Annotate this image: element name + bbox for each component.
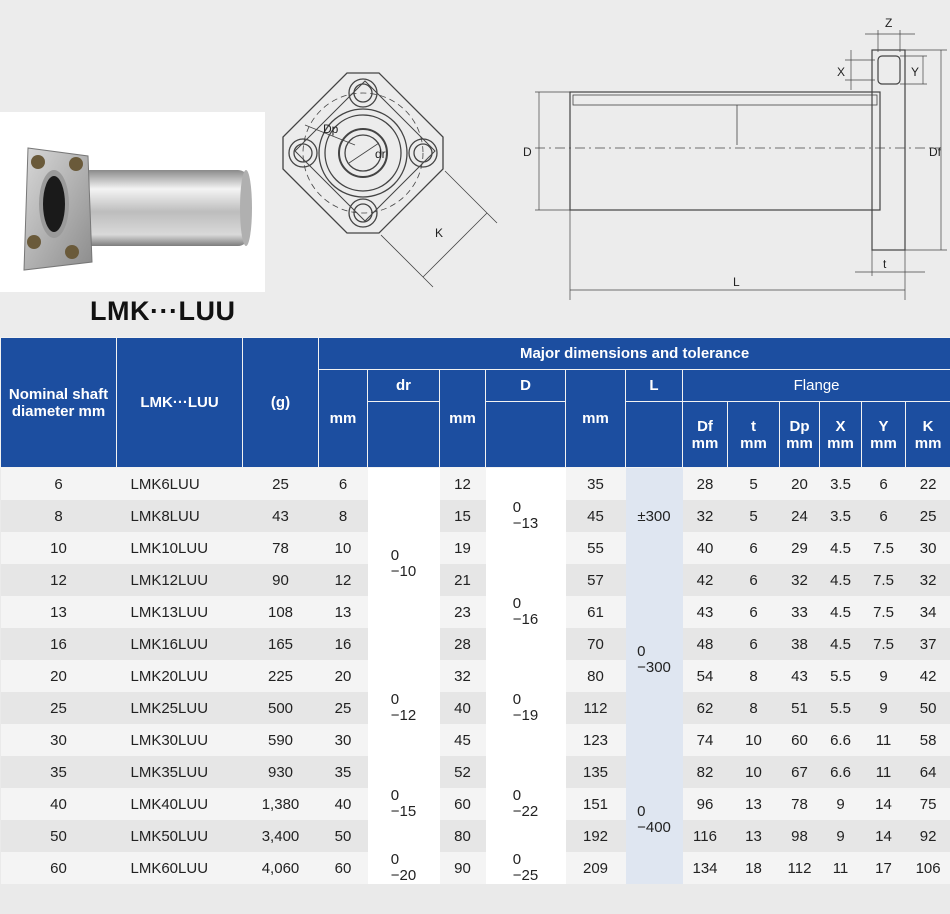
- product-photo: [0, 112, 265, 292]
- cell-x: 9: [820, 820, 862, 852]
- cell-y: 11: [862, 756, 906, 788]
- cell-nominal: 25: [1, 692, 117, 724]
- cell-D: 32: [440, 660, 486, 692]
- cell-nominal: 20: [1, 660, 117, 692]
- cell-t: 5: [728, 468, 780, 501]
- cell-k: 75: [906, 788, 950, 820]
- cell-y: 7.5: [862, 596, 906, 628]
- cell-mass: 165: [243, 628, 319, 660]
- cell-model: LMK35LUU: [117, 756, 243, 788]
- cell-nominal: 60: [1, 852, 117, 884]
- table-row: [1, 788, 950, 820]
- D-tolerance: 0 −22: [486, 756, 566, 852]
- cell-k: 30: [906, 532, 950, 564]
- header-df: Df mm: [683, 402, 728, 468]
- cell-dr: 20: [319, 660, 368, 692]
- cell-dp: 51: [780, 692, 820, 724]
- cell-D: 19: [440, 532, 486, 564]
- cell-x: 11: [820, 852, 862, 884]
- cell-model: LMK8LUU: [117, 500, 243, 532]
- cell-x: 9: [820, 788, 862, 820]
- D-tolerance: [486, 532, 566, 564]
- cell-mass: 90: [243, 564, 319, 596]
- cell-dr: 25: [319, 692, 368, 724]
- cell-L: 209: [566, 852, 626, 884]
- cell-L: 70: [566, 628, 626, 660]
- cell-dp: 33: [780, 596, 820, 628]
- cell-y: 14: [862, 788, 906, 820]
- cell-mass: 500: [243, 692, 319, 724]
- header-dr: dr: [368, 370, 440, 402]
- cell-L: 35: [566, 468, 626, 501]
- cell-y: 9: [862, 692, 906, 724]
- table-row: [1, 468, 950, 501]
- front-view-drawing: [275, 65, 515, 295]
- cell-model: LMK6LUU: [117, 468, 243, 501]
- cell-L: 80: [566, 660, 626, 692]
- cell-nominal: 12: [1, 564, 117, 596]
- cell-nominal: 13: [1, 596, 117, 628]
- cell-mass: 930: [243, 756, 319, 788]
- dr-label: dr: [375, 147, 386, 161]
- cell-dr: 30: [319, 724, 368, 756]
- header-model: LMK···LUU: [117, 338, 243, 468]
- cell-nominal: 16: [1, 628, 117, 660]
- cell-t: 6: [728, 596, 780, 628]
- table-row: [1, 724, 950, 756]
- cell-df: 62: [683, 692, 728, 724]
- cell-t: 6: [728, 628, 780, 660]
- header-flange: Flange: [683, 370, 950, 402]
- x-label: X: [837, 65, 846, 79]
- cell-dp: 60: [780, 724, 820, 756]
- cell-df: 82: [683, 756, 728, 788]
- cell-D: 52: [440, 756, 486, 788]
- cell-D: 23: [440, 596, 486, 628]
- cell-y: 9: [862, 660, 906, 692]
- cell-x: 6.6: [820, 724, 862, 756]
- cell-t: 18: [728, 852, 780, 884]
- cell-k: 32: [906, 564, 950, 596]
- cell-df: 116: [683, 820, 728, 852]
- cell-dr: 12: [319, 564, 368, 596]
- cell-model: LMK25LUU: [117, 692, 243, 724]
- D-tolerance: [486, 468, 566, 501]
- cell-dr: 13: [319, 596, 368, 628]
- header-L: L: [626, 370, 683, 402]
- cell-D: 12: [440, 468, 486, 501]
- cell-k: 50: [906, 692, 950, 724]
- header-t: t mm: [728, 402, 780, 468]
- cell-L: 135: [566, 756, 626, 788]
- cell-dp: 38: [780, 628, 820, 660]
- cell-mass: 4,060: [243, 852, 319, 884]
- cell-model: LMK50LUU: [117, 820, 243, 852]
- header-dr-tol: [368, 402, 440, 468]
- l-label: L: [733, 275, 740, 289]
- D-tolerance: 0 −25: [486, 852, 566, 884]
- cell-nominal: 30: [1, 724, 117, 756]
- header-k: K mm: [906, 402, 950, 468]
- cell-x: 5.5: [820, 692, 862, 724]
- header-L-tol: [626, 402, 683, 468]
- cell-t: 8: [728, 660, 780, 692]
- table-row: [1, 692, 950, 724]
- cell-L: 61: [566, 596, 626, 628]
- dimensions-table: [0, 337, 950, 884]
- cell-mass: 108: [243, 596, 319, 628]
- cell-k: 58: [906, 724, 950, 756]
- cell-D: 28: [440, 628, 486, 660]
- cell-t: 5: [728, 500, 780, 532]
- cell-nominal: 35: [1, 756, 117, 788]
- D-tolerance: 0 −16: [486, 564, 566, 660]
- cell-mass: 43: [243, 500, 319, 532]
- cell-y: 7.5: [862, 532, 906, 564]
- table-body: [1, 468, 950, 885]
- cell-df: 54: [683, 660, 728, 692]
- side-view-drawing: [515, 10, 950, 310]
- cell-mass: 3,400: [243, 820, 319, 852]
- cell-y: 6: [862, 500, 906, 532]
- header-mass: (g): [243, 338, 319, 468]
- table-row: [1, 500, 950, 532]
- cell-y: 17: [862, 852, 906, 884]
- cell-dr: 6: [319, 468, 368, 501]
- cell-k: 22: [906, 468, 950, 501]
- cell-k: 106: [906, 852, 950, 884]
- cell-dp: 67: [780, 756, 820, 788]
- cell-L: 192: [566, 820, 626, 852]
- cell-dp: 24: [780, 500, 820, 532]
- cell-L: 151: [566, 788, 626, 820]
- header-D-tol: [486, 402, 566, 468]
- cell-nominal: 8: [1, 500, 117, 532]
- cell-model: LMK30LUU: [117, 724, 243, 756]
- cell-t: 13: [728, 788, 780, 820]
- cell-df: 43: [683, 596, 728, 628]
- header-dr-mm: mm: [319, 370, 368, 468]
- cell-model: LMK10LUU: [117, 532, 243, 564]
- cell-D: 60: [440, 788, 486, 820]
- table-row: [1, 756, 950, 788]
- drawing-area: [0, 0, 950, 337]
- z-label: Z: [885, 16, 893, 30]
- dp-label: Dp: [323, 122, 339, 136]
- cell-y: 7.5: [862, 628, 906, 660]
- cell-mass: 25: [243, 468, 319, 501]
- cell-y: 11: [862, 724, 906, 756]
- cell-df: 28: [683, 468, 728, 501]
- dr-tolerance: 0 −12: [368, 660, 440, 756]
- table-row: [1, 660, 950, 692]
- cell-model: LMK40LUU: [117, 788, 243, 820]
- cell-x: 3.5: [820, 500, 862, 532]
- cell-L: 55: [566, 532, 626, 564]
- cell-model: LMK16LUU: [117, 628, 243, 660]
- cell-t: 6: [728, 532, 780, 564]
- cell-nominal: 50: [1, 820, 117, 852]
- cell-model: LMK12LUU: [117, 564, 243, 596]
- cell-df: 32: [683, 500, 728, 532]
- cell-L: 45: [566, 500, 626, 532]
- y-label: Y: [911, 65, 920, 79]
- header-nominal: Nominal shaft diameter mm: [1, 338, 117, 468]
- cell-y: 7.5: [862, 564, 906, 596]
- dr-tolerance: 0 −20: [368, 852, 440, 884]
- cell-nominal: 40: [1, 788, 117, 820]
- cell-df: 42: [683, 564, 728, 596]
- L-tolerance: ±300: [626, 468, 683, 565]
- dr-tolerance: 0 −10: [368, 468, 440, 661]
- cell-dr: 50: [319, 820, 368, 852]
- table-row: [1, 852, 950, 884]
- cell-df: 134: [683, 852, 728, 884]
- cell-x: 4.5: [820, 628, 862, 660]
- cell-x: 6.6: [820, 756, 862, 788]
- cell-model: LMK20LUU: [117, 660, 243, 692]
- cell-dp: 98: [780, 820, 820, 852]
- header-x: X mm: [820, 402, 862, 468]
- cell-dr: 10: [319, 532, 368, 564]
- header-major: Major dimensions and tolerance: [319, 338, 950, 370]
- cell-mass: 78: [243, 532, 319, 564]
- df-label: Df: [929, 145, 941, 159]
- cell-dp: 29: [780, 532, 820, 564]
- cell-D: 45: [440, 724, 486, 756]
- cell-D: 90: [440, 852, 486, 884]
- cell-df: 40: [683, 532, 728, 564]
- cell-x: 3.5: [820, 468, 862, 501]
- cell-y: 6: [862, 468, 906, 501]
- cell-x: 4.5: [820, 564, 862, 596]
- table-row: [1, 596, 950, 628]
- cell-D: 80: [440, 820, 486, 852]
- cell-D: 21: [440, 564, 486, 596]
- cell-dr: 60: [319, 852, 368, 884]
- D-tolerance: 0 −19: [486, 660, 566, 756]
- cell-t: 10: [728, 724, 780, 756]
- header-dp: Dp mm: [780, 402, 820, 468]
- cell-t: 8: [728, 692, 780, 724]
- cell-nominal: 6: [1, 468, 117, 501]
- header-L-mm: mm: [566, 370, 626, 468]
- L-tolerance: 0 −400: [626, 756, 683, 884]
- cell-mass: 590: [243, 724, 319, 756]
- table-row: [1, 628, 950, 660]
- table-row: [1, 564, 950, 596]
- header-D-mm: mm: [440, 370, 486, 468]
- cell-t: 10: [728, 756, 780, 788]
- cell-mass: 1,380: [243, 788, 319, 820]
- L-tolerance: 0 −300: [626, 564, 683, 756]
- cell-L: 57: [566, 564, 626, 596]
- k-label: K: [435, 226, 444, 240]
- table-row: [1, 820, 950, 852]
- cell-t: 6: [728, 564, 780, 596]
- cell-k: 25: [906, 500, 950, 532]
- cell-x: 5.5: [820, 660, 862, 692]
- product-caption: LMK···LUU: [90, 296, 236, 326]
- cell-dp: 32: [780, 564, 820, 596]
- cell-dp: 78: [780, 788, 820, 820]
- cell-k: 42: [906, 660, 950, 692]
- t-label: t: [883, 257, 887, 271]
- cell-dr: 8: [319, 500, 368, 532]
- table-row: [1, 532, 950, 564]
- cell-dr: 40: [319, 788, 368, 820]
- cell-k: 37: [906, 628, 950, 660]
- cell-df: 48: [683, 628, 728, 660]
- cell-dr: 35: [319, 756, 368, 788]
- cell-L: 123: [566, 724, 626, 756]
- cell-x: 4.5: [820, 596, 862, 628]
- cell-k: 34: [906, 596, 950, 628]
- d-label: D: [523, 145, 532, 159]
- cell-nominal: 10: [1, 532, 117, 564]
- cell-df: 74: [683, 724, 728, 756]
- cell-df: 96: [683, 788, 728, 820]
- cell-k: 92: [906, 820, 950, 852]
- D-tolerance: 0 −13: [486, 500, 566, 532]
- dr-tolerance: 0 −15: [368, 756, 440, 852]
- cell-D: 15: [440, 500, 486, 532]
- cell-dp: 20: [780, 468, 820, 501]
- cell-model: LMK13LUU: [117, 596, 243, 628]
- cell-t: 13: [728, 820, 780, 852]
- cell-mass: 225: [243, 660, 319, 692]
- cell-dp: 112: [780, 852, 820, 884]
- cell-dp: 43: [780, 660, 820, 692]
- header-y: Y mm: [862, 402, 906, 468]
- cell-D: 40: [440, 692, 486, 724]
- cell-L: 112: [566, 692, 626, 724]
- cell-dr: 16: [319, 628, 368, 660]
- cell-y: 14: [862, 820, 906, 852]
- header-D: D: [486, 370, 566, 402]
- cell-k: 64: [906, 756, 950, 788]
- cell-model: LMK60LUU: [117, 852, 243, 884]
- cell-x: 4.5: [820, 532, 862, 564]
